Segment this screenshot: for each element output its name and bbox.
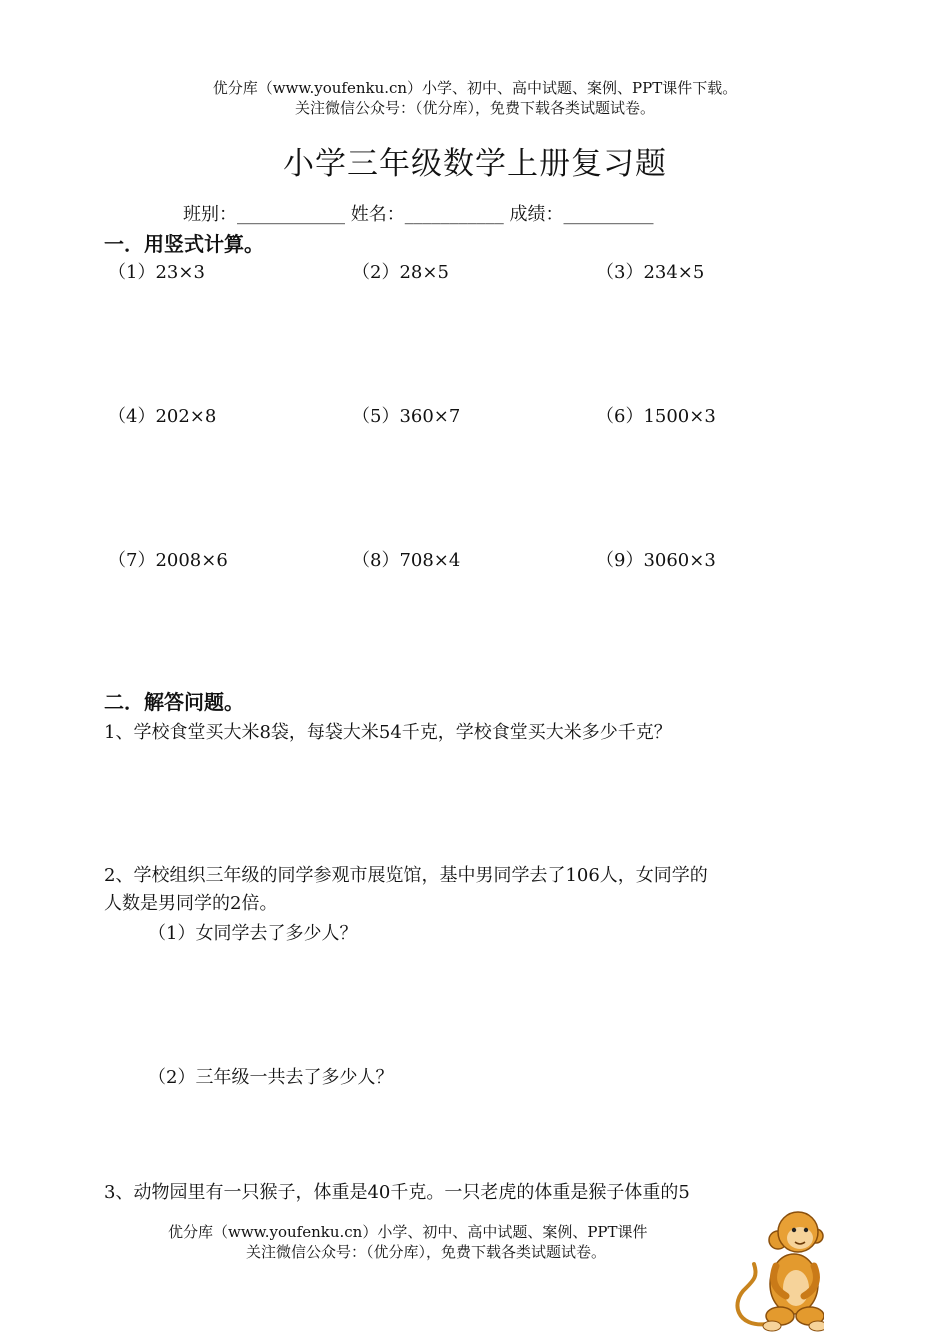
footer-line-1: 优分库（www.youfenku.cn）小学、初中、高中试题、案例、PPT课件 [168,1223,648,1241]
calc-item-9: （9）3060×3 [596,550,716,571]
student-info-line: 班别：____________ 姓名：___________ 成绩：__________ [183,204,654,225]
calc-item-8: （8）708×4 [352,550,461,571]
calc-item-3: （3）234×5 [596,262,705,283]
question-2-line-2: 人数是男同学的2倍。 [104,893,278,914]
page-title: 小学三年级数学上册复习题 [283,146,667,182]
question-1: 1、学校食堂买大米8袋，每袋大米54千克，学校食堂买大米多少千克？ [104,722,672,743]
question-2-line-1: 2、学校组织三年级的同学参观市展览馆，基中男同学去了106人，女同学的 [104,865,708,886]
section-2-heading: 二．解答问题。 [104,690,244,714]
calc-item-7: （7）2008×6 [108,550,228,571]
calc-item-1: （1）23×3 [108,262,205,283]
question-3: 3、动物园里有一只猴子，体重是40千克。一只老虎的体重是猴子体重的5 [104,1182,690,1203]
question-2-sub-1: （1）女同学去了多少人？ [148,923,358,944]
header-line-1: 优分库（www.youfenku.cn）小学、初中、高中试题、案例、PPT课件下载。 [212,79,738,97]
calc-item-4: （4）202×8 [108,406,217,427]
section-1-heading: 一．用竖式计算。 [104,232,264,256]
calc-item-6: （6）1500×3 [596,406,716,427]
question-2-sub-2: （2）三年级一共去了多少人？ [148,1067,394,1088]
header-line-2: 关注微信公众号：（优分库），免费下载各类试题试卷。 [294,99,655,117]
calc-item-5: （5）360×7 [352,406,461,427]
calc-item-2: （2）28×5 [352,262,449,283]
footer-line-2: 关注微信公众号：（优分库），免费下载各类试题试卷。 [246,1243,607,1261]
monkey-illustration [728,1206,824,1336]
